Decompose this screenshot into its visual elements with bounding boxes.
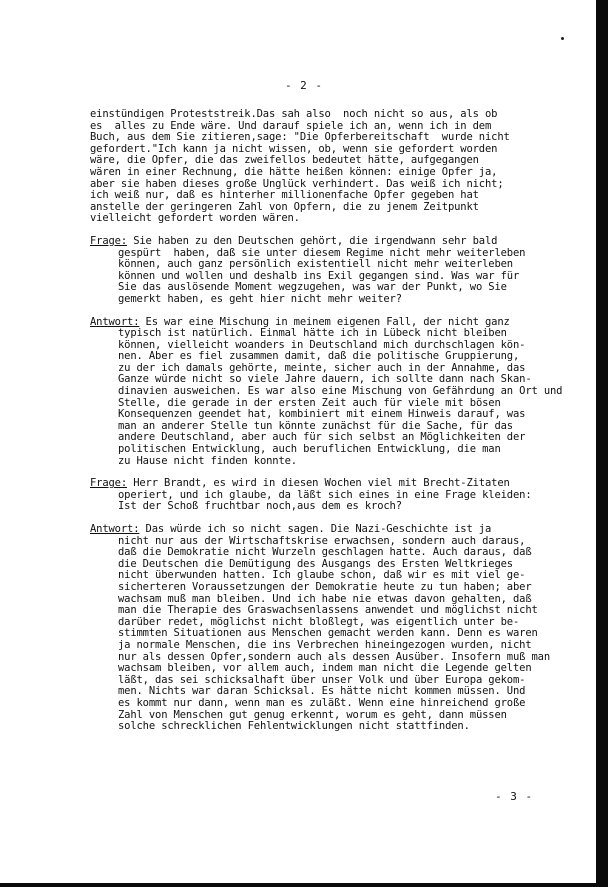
- line-text: solche schrecklichen Fehlentwicklungen nicht stattfinden.: [118, 720, 470, 733]
- line-text: dinavien ausweichen. Es war also eine Mischung von Gefährdung an Ort und: [118, 385, 563, 398]
- line-text: gespürt haben, daß sie unter diesem Regime nicht mehr weiterleben: [118, 246, 526, 259]
- line-text: stimmten Situationen aus Menschen gemacht werden kann. Denn es waren: [118, 627, 538, 640]
- line-text: anstelle der geringeren Zahl von Opfern, die zu jenem Zeitpunkt: [90, 200, 479, 213]
- line-text: Das würde ich so nicht sagen. Die Nazi-Geschichte ist ja: [139, 523, 492, 535]
- line-text: gefordert."Ich kann ja nicht wissen, ob, wenn sie gefordert worden: [90, 142, 498, 155]
- line-text: zu Hause nicht finden konnte.: [118, 454, 297, 467]
- line-text: ja normale Menschen, die ins Verbrechen hineingezogen wurden, nicht: [118, 638, 532, 651]
- page-number-top: - 2 -: [284, 79, 324, 92]
- scan-speck: [561, 37, 564, 40]
- line-text: die Deutschen die Demütigung des Ausgangs des Ersten Weltkrieges: [118, 557, 513, 570]
- line-text: politischen Entwicklung, auch beruflichen Entwicklung, die man: [118, 443, 501, 456]
- line-text: wären in einer Rechnung, die hätte heißen können: einige Opfer ja,: [90, 165, 498, 178]
- text-line: [90, 456, 560, 468]
- line-text: wäre, die Opfer, die das zweifellos bedeutet hätte, aufgegangen: [90, 154, 479, 167]
- line-text: ich weiß nur, daß es hinterher millionenfache Opfer gegeben hat: [90, 189, 479, 202]
- line-text: Zahl von Menschen gut genug erkennt, worum es geht, dann müssen: [118, 708, 507, 721]
- line-text: Ganze würde nicht so viele Jahre dauern, ich sollte dann nach Skan-: [118, 373, 532, 386]
- line-text: läßt, das sei schicksalhaft über unser Volk und über Europa gekom-: [118, 673, 526, 686]
- speaker-label: Antwort:: [90, 523, 140, 535]
- line-text: Es war eine Mischung in meinem eigenen Fall, der nicht ganz: [139, 315, 510, 328]
- line-text: können, vielleicht woanders in Deutschland mich durchschlagen kön-: [118, 338, 526, 351]
- line-text: nicht überwunden hatten. Ich glaube schon, daß wir es mit viel ge-: [118, 569, 526, 582]
- line-text: Sie haben zu den Deutschen gehört, die irgendwann sehr bald: [127, 234, 498, 247]
- line-text: Buch, aus dem Sie zitieren,sage: "Die Opferbereitschaft wurde nicht: [90, 131, 510, 144]
- line-text: können und wollen und deshalb ins Exil gegangen sind. Was war für: [118, 269, 520, 282]
- speaker-label: Frage:: [90, 477, 128, 490]
- line-text: nicht nur aus der Wirtschaftskrise erwachsen, sondern auch daraus,: [118, 534, 526, 547]
- question-paragraph: [90, 478, 560, 513]
- line-text: Stelle, die gerade in der ersten Zeit auch für viele mit bösen: [118, 396, 501, 409]
- line-text: darüber redet, möglichst nicht bloßlegt, was eigentlich unter be-: [118, 615, 520, 628]
- line-text: Konsequenzen geendet hat, kombiniert mit einem Hinweis darauf, was: [118, 408, 526, 421]
- answer-paragraph: [90, 524, 560, 733]
- text-line: [90, 721, 560, 733]
- line-text: daß die Demokratie nicht Wurzeln geschlagen hatte. Auch daraus, daß: [118, 546, 532, 559]
- line-text: Herr Brandt, es wird in diesen Wochen viel mit Brecht-Zitaten: [127, 477, 510, 490]
- line-text: sicherteren Voraussetzungen der Demokratie heute zu tun haben; aber: [118, 580, 532, 593]
- line-text: typisch ist natürlich. Einmal hätte ich in Lübeck nicht bleiben: [118, 327, 507, 340]
- line-text: gemerkt haben, es geht hier nicht mehr weiter?: [118, 292, 402, 305]
- speaker-label: Frage:: [90, 234, 128, 247]
- speaker-label: Antwort:: [90, 315, 140, 328]
- line-text: zu der ich damals gehörte, meinte, sicher auch in der Annahme, das: [118, 361, 526, 374]
- scan-edge-bottom: [0, 883, 608, 887]
- question-paragraph: [90, 236, 560, 306]
- text-line: [90, 501, 560, 513]
- line-text: es kommt nur dann, wenn man es zuläßt. Wenn eine hinreichend große: [118, 696, 526, 709]
- line-text: Sie das auslösende Moment wegzugehen, was war der Punkt, wo Sie: [118, 281, 507, 294]
- page-number-bottom: - 3 -: [495, 790, 534, 803]
- text-line: [90, 213, 560, 225]
- line-text: nur als dessen Opfer,sondern auch als dessen Ausüber. Insofern muß man: [118, 650, 551, 663]
- line-text: operiert, und ich glaube, da läßt sich eines in eine Frage kleiden:: [118, 488, 532, 501]
- line-text: andere Deutschland, aber auch für sich selbst an Möglichkeiten der: [118, 431, 526, 444]
- line-text: aber sie haben dieses große Unglück verhindert. Das weiß ich nicht;: [90, 177, 504, 190]
- text-paragraph: [90, 109, 560, 225]
- line-text: Ist der Schoß fruchtbar noch,aus dem es kroch?: [118, 500, 402, 513]
- text-line: [90, 294, 560, 306]
- line-text: wachsam bleiben, vor allem auch, indem man nicht die Legende gelten: [118, 662, 532, 675]
- line-text: men. Nichts war daran Schicksal. Es hätte nicht kommen müssen. Und: [118, 685, 526, 698]
- answer-paragraph: [90, 315, 563, 468]
- line-text: vielleicht gefordert worden wären.: [90, 212, 300, 225]
- line-text: einstündigen Proteststreik.Das sah also noch nicht so aus, als ob: [90, 108, 498, 120]
- line-text: können, auch ganz persönlich existentiell nicht mehr weiterleben: [118, 258, 513, 271]
- line-text: wachsam muß man bleiben. Und ich habe nie etwas davon gehalten, daß: [118, 592, 532, 605]
- scan-edge-right: [596, 0, 608, 887]
- document-body: [90, 108, 563, 733]
- line-text: nen. Aber es fiel zusammen damit, daß die politische Gruppierung,: [118, 350, 520, 363]
- line-text: man die Therapie des Graswachsenlassens anwendet und möglichst nicht: [118, 604, 538, 617]
- line-text: man an anderer Stelle tun könnte zunächst für die Sache, für das: [118, 419, 513, 432]
- line-text: es alles zu Ende wäre. Und darauf spiele ich an, wenn ich in dem: [90, 119, 492, 132]
